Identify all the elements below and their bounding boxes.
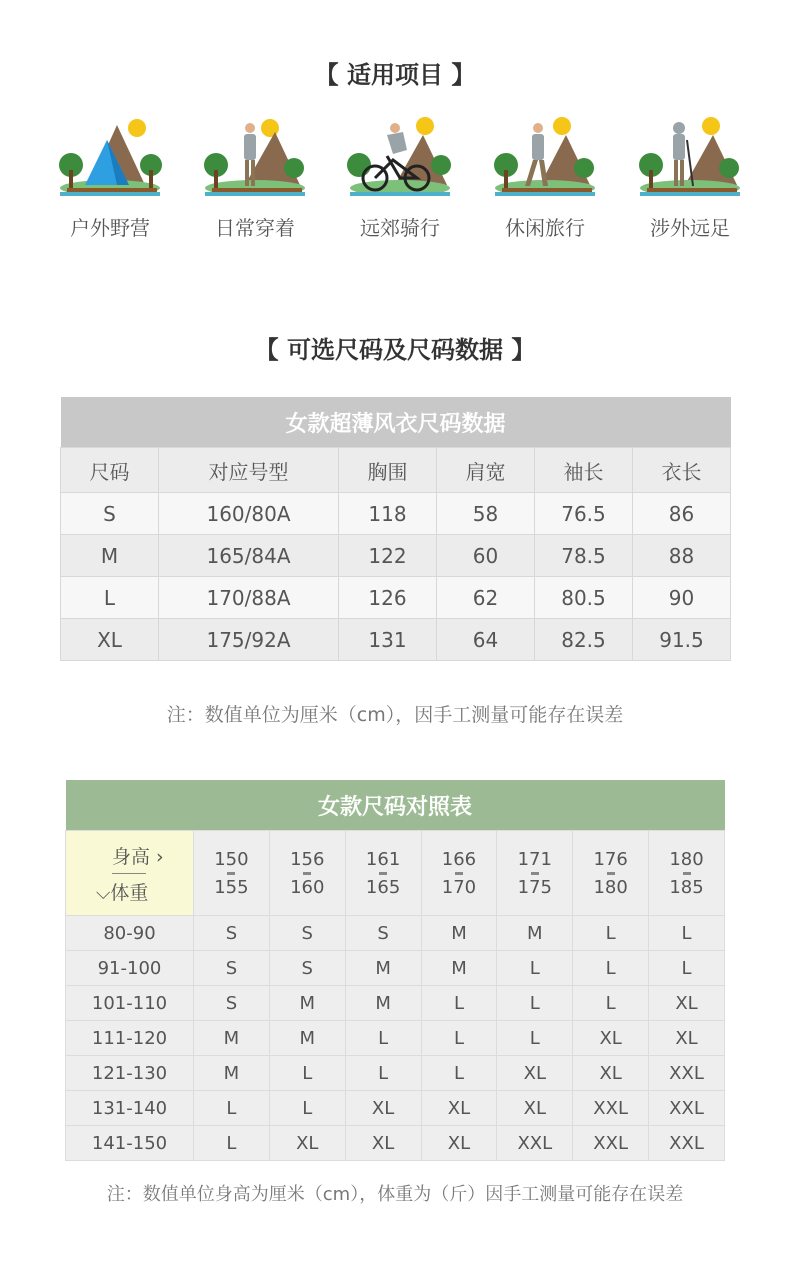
size-cell: S xyxy=(345,916,421,951)
table-cell: 76.5 xyxy=(535,493,633,535)
height-min: 150 xyxy=(214,848,249,870)
size-cell: XL xyxy=(345,1091,421,1126)
size-cell: L xyxy=(497,986,573,1021)
activity-label: 涉外远足 xyxy=(650,216,730,240)
size-cell: XL xyxy=(649,1021,725,1056)
column-header: 尺码 xyxy=(61,448,159,493)
size-cell: M xyxy=(194,1056,270,1091)
size-cell: L xyxy=(194,1126,270,1161)
table-caption: 女款尺码对照表 xyxy=(66,780,725,831)
table-cell: 64 xyxy=(437,619,535,661)
range-dash xyxy=(227,872,235,875)
size-cell: S xyxy=(269,951,345,986)
size-cell: XL xyxy=(573,1056,649,1091)
size-cell: L xyxy=(269,1091,345,1126)
height-max: 185 xyxy=(669,876,704,898)
size-cell: XXL xyxy=(497,1126,573,1161)
table-cell: 58 xyxy=(437,493,535,535)
table-cell: 78.5 xyxy=(535,535,633,577)
size-cell: XL xyxy=(345,1126,421,1161)
size-cell: M xyxy=(421,916,497,951)
tent-icon xyxy=(55,110,165,200)
table-row xyxy=(66,916,725,951)
chart-note: 注：数值单位身高为厘米（cm），体重为（斤）因手工测量可能存在误差 xyxy=(106,1184,684,1205)
height-range-header xyxy=(573,831,649,916)
table-row xyxy=(66,986,725,1021)
height-range-header xyxy=(345,831,421,916)
size-cell: L xyxy=(269,1056,345,1091)
height-range-header xyxy=(649,831,725,916)
cyclist-icon xyxy=(345,110,455,200)
table-cell: 126 xyxy=(339,577,437,619)
table-cell: 60 xyxy=(437,535,535,577)
size-cell: XXL xyxy=(573,1091,649,1126)
activities-list xyxy=(50,110,750,241)
column-header: 对应号型 xyxy=(159,448,339,493)
size-cell: XXL xyxy=(649,1056,725,1091)
walking-person-icon xyxy=(200,110,310,200)
table-row xyxy=(61,619,731,661)
table-cell: 131 xyxy=(339,619,437,661)
height-max: 155 xyxy=(214,876,249,898)
column-header: 肩宽 xyxy=(437,448,535,493)
size-cell: XL xyxy=(497,1056,573,1091)
table-header-row xyxy=(61,448,731,493)
table-cell: 170/88A xyxy=(159,577,339,619)
section-title-usage: 【 适用项目 】 xyxy=(314,61,476,89)
activity-item xyxy=(485,110,605,241)
table-cell: 175/92A xyxy=(159,619,339,661)
size-cell: L xyxy=(649,916,725,951)
size-cell: L xyxy=(421,986,497,1021)
range-dash xyxy=(455,872,463,875)
range-dash xyxy=(531,872,539,875)
activity-item xyxy=(195,110,315,241)
weight-range-cell: 80-90 xyxy=(66,916,194,951)
height-max: 165 xyxy=(365,876,401,898)
size-cell: S xyxy=(194,951,270,986)
size-cell: M xyxy=(194,1021,270,1056)
size-cell: M xyxy=(269,986,345,1021)
column-header: 袖长 xyxy=(535,448,633,493)
traveler-icon xyxy=(490,110,600,200)
size-cell: S xyxy=(194,986,270,1021)
size-cell: L xyxy=(573,951,649,986)
table-cell: 88 xyxy=(633,535,731,577)
weight-range-cell: 91-100 xyxy=(66,951,194,986)
table-cell: 160/80A xyxy=(159,493,339,535)
column-header: 胸围 xyxy=(339,448,437,493)
height-range-header xyxy=(421,831,497,916)
weight-axis-label: ⌵体重 xyxy=(96,881,149,904)
height-max: 160 xyxy=(290,876,325,898)
table-row xyxy=(66,1021,725,1056)
table-cell: 91.5 xyxy=(633,619,731,661)
size-cell: M xyxy=(345,951,421,986)
table-row xyxy=(61,493,731,535)
size-cell: XXL xyxy=(649,1091,725,1126)
table-cell: 80.5 xyxy=(535,577,633,619)
table-caption: 女款超薄风衣尺码数据 xyxy=(61,397,731,448)
corner-divider xyxy=(112,873,146,874)
size-data-table xyxy=(60,397,731,661)
size-cell: M xyxy=(345,986,421,1021)
size-cell: XXL xyxy=(573,1126,649,1161)
size-cell: M xyxy=(269,1021,345,1056)
height-min: 161 xyxy=(365,848,401,870)
table-cell: XL xyxy=(61,619,159,661)
range-dash xyxy=(607,872,615,875)
size-cell: XL xyxy=(573,1021,649,1056)
table-row xyxy=(66,951,725,986)
table-cell: 165/84A xyxy=(159,535,339,577)
activity-label: 休闲旅行 xyxy=(505,216,585,240)
hiker-icon xyxy=(635,110,745,200)
size-cell: XL xyxy=(269,1126,345,1161)
table-cell: 122 xyxy=(339,535,437,577)
table-row xyxy=(61,577,731,619)
size-cell: L xyxy=(573,986,649,1021)
table-cell: L xyxy=(61,577,159,619)
range-dash xyxy=(379,872,387,875)
height-max: 180 xyxy=(593,876,628,898)
size-cell: XL xyxy=(497,1091,573,1126)
height-range-header xyxy=(194,831,270,916)
table-row xyxy=(66,1056,725,1091)
table-row xyxy=(61,535,731,577)
size-cell: M xyxy=(497,916,573,951)
height-range-header xyxy=(269,831,345,916)
height-axis-label: 身高 › xyxy=(112,845,164,868)
activity-label: 户外野营 xyxy=(70,216,150,240)
size-chart-table xyxy=(65,780,725,1161)
range-dash xyxy=(683,872,691,875)
size-cell: L xyxy=(497,1021,573,1056)
table-cell: 118 xyxy=(339,493,437,535)
weight-range-cell: 141-150 xyxy=(66,1126,194,1161)
activity-item xyxy=(50,110,170,241)
table-cell: 82.5 xyxy=(535,619,633,661)
height-min: 171 xyxy=(517,848,552,870)
size-cell: XL xyxy=(649,986,725,1021)
table-cell: 90 xyxy=(633,577,731,619)
size-cell: L xyxy=(345,1056,421,1091)
size-cell: XL xyxy=(421,1126,497,1161)
weight-range-cell: 111-120 xyxy=(66,1021,194,1056)
size-cell: S xyxy=(194,916,270,951)
height-range-header xyxy=(497,831,573,916)
activity-item xyxy=(630,110,750,241)
size-cell: XL xyxy=(421,1091,497,1126)
table-row xyxy=(66,1091,725,1126)
height-min: 180 xyxy=(669,848,704,870)
activity-label: 日常穿着 xyxy=(215,216,295,240)
height-min: 156 xyxy=(290,848,325,870)
table-cell: S xyxy=(61,493,159,535)
table-cell: M xyxy=(61,535,159,577)
section-title-sizes: 【 可选尺码及尺码数据 】 xyxy=(254,336,536,364)
size-cell: M xyxy=(421,951,497,986)
size-cell: L xyxy=(421,1056,497,1091)
size-cell: S xyxy=(269,916,345,951)
activity-label: 远郊骑行 xyxy=(360,216,440,240)
size-cell: L xyxy=(497,951,573,986)
column-header: 衣长 xyxy=(633,448,731,493)
size-cell: L xyxy=(573,916,649,951)
size-cell: L xyxy=(421,1021,497,1056)
size-cell: L xyxy=(345,1021,421,1056)
size-cell: L xyxy=(649,951,725,986)
weight-range-cell: 121-130 xyxy=(66,1056,194,1091)
height-weight-corner xyxy=(66,831,194,916)
height-min: 166 xyxy=(441,848,477,870)
table-cell: 62 xyxy=(437,577,535,619)
height-max: 175 xyxy=(517,876,552,898)
size-cell: XXL xyxy=(649,1126,725,1161)
height-max: 170 xyxy=(441,876,477,898)
height-min: 176 xyxy=(593,848,628,870)
activity-item xyxy=(340,110,460,241)
weight-range-cell: 101-110 xyxy=(66,986,194,1021)
range-dash xyxy=(303,872,311,875)
table-cell: 86 xyxy=(633,493,731,535)
table-row xyxy=(66,1126,725,1161)
weight-range-cell: 131-140 xyxy=(66,1091,194,1126)
table-header-row xyxy=(66,831,725,916)
size-cell: L xyxy=(194,1091,270,1126)
table-note: 注：数值单位为厘米（cm），因手工测量可能存在误差 xyxy=(166,704,624,726)
